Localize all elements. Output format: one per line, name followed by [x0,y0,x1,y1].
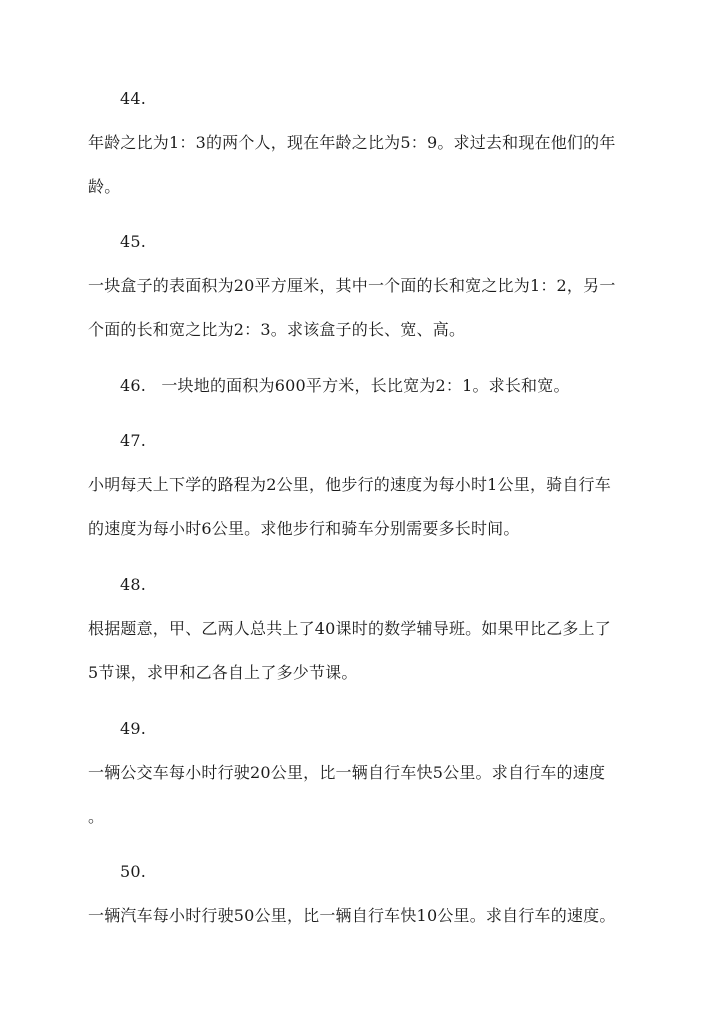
question-text-line: 一块盒子的表面积为20平方厘米，其中一个面的长和宽之比为1：2，另一 [88,276,616,295]
question-number-with-text [120,376,680,396]
question-text-line: 一辆汽车每小时行驶50公里，比一辆自行车快10公里。求自行车的速度。 [88,906,616,925]
question-text-line: 个面的长和宽之比为2：3。求该盒子的长、宽、高。 [88,320,466,339]
question-number: 49. [120,719,147,738]
question-text-line: 龄。 [88,177,121,196]
question-number: 44. [120,89,147,108]
question-text-line: 的速度为每小时6公里。求他步行和骑车分别需要多长时间。 [88,519,520,538]
question-text-line: 小明每天上下学的路程为2公里，他步行的速度为每小时1公里，骑自行车 [88,475,611,494]
question-text-line: 一块地的面积为600平方米，长比宽为2：1。求长和宽。 [161,376,570,395]
question-number: 47. [120,431,147,450]
question-number: 48. [120,575,147,594]
question-text-line: 5节课，求甲和乙各自上了多少节课。 [88,663,358,682]
question-text-line: 。 [88,807,105,826]
question-text-line: 一辆公交车每小时行驶20公里，比一辆自行车快5公里。求自行车的速度 [88,763,606,782]
question-text-line: 根据题意，甲、乙两人总共上了40课时的数学辅导班。如果甲比乙多上了 [88,619,611,638]
question-number: 45. [120,232,147,251]
question-number: 46. [120,376,147,395]
question-number: 50. [120,862,147,881]
question-text-line: 年龄之比为1：3的两个人，现在年龄之比为5：9。求过去和现在他们的年 [88,133,616,152]
